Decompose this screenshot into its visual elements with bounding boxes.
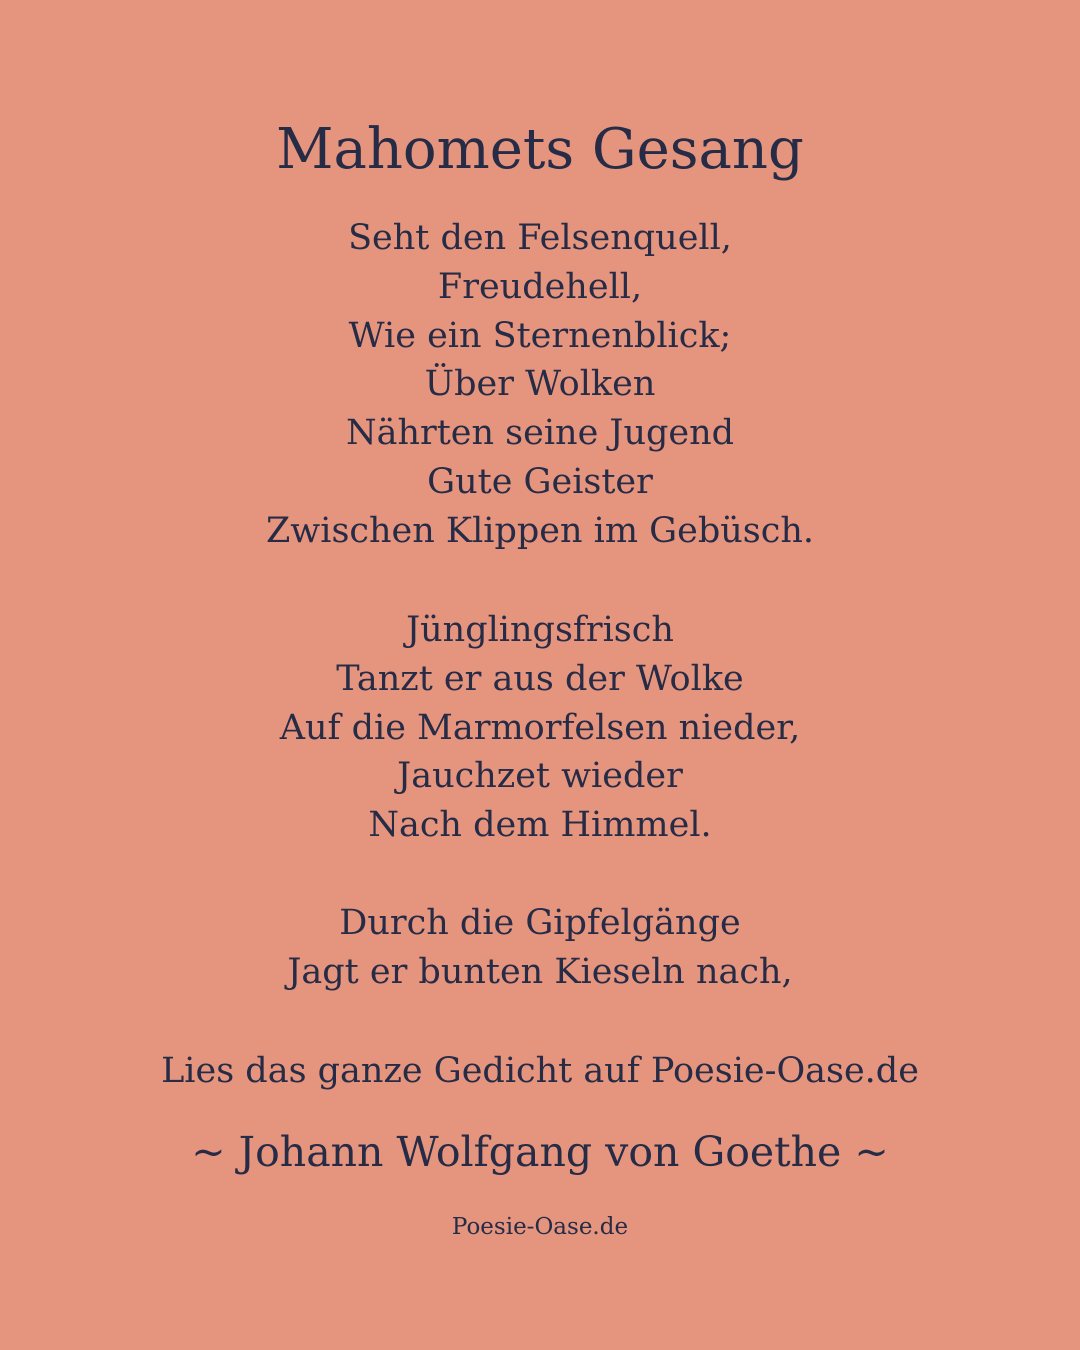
poem-line: Zwischen Klippen im Gebüsch. [265,510,815,551]
poem-line: Wie ein Sternenblick; [348,315,732,356]
poem-line: Jauchzet wieder [397,756,683,797]
stanza-2 [0,606,1080,850]
poem-line: Jünglingsfrisch [406,610,674,650]
poem-title: Mahomets Gesang [276,117,804,182]
poem-line: Freudehell, [437,266,643,307]
read-full-poem-text: Lies das ganze Gedicht auf Poesie-Oase.de [161,1051,919,1091]
poem-line: Durch die Gipfelgänge [339,903,741,943]
poem-line: Seht den Felsenquell, [348,218,732,258]
poem-line: Jagt er bunten Kieseln nach, [287,951,793,992]
author-name: ~ Johann Wolfgang von Goethe ~ [191,1128,889,1176]
poem-line: Tanzt er aus der Wolke [336,658,744,699]
poem-line: Über Wolken [424,364,656,405]
poem-line: Auf die Marmorfelsen nieder, [279,707,801,748]
poem-line: Nach dem Himmel. [368,805,712,846]
stanza-3 [0,899,1080,997]
stanza-1 [0,214,1080,556]
site-footer: Poesie-Oase.de [451,1214,629,1240]
poem-line: Nährten seine Jugend [345,413,735,454]
poem-line: Gute Geister [427,461,653,502]
